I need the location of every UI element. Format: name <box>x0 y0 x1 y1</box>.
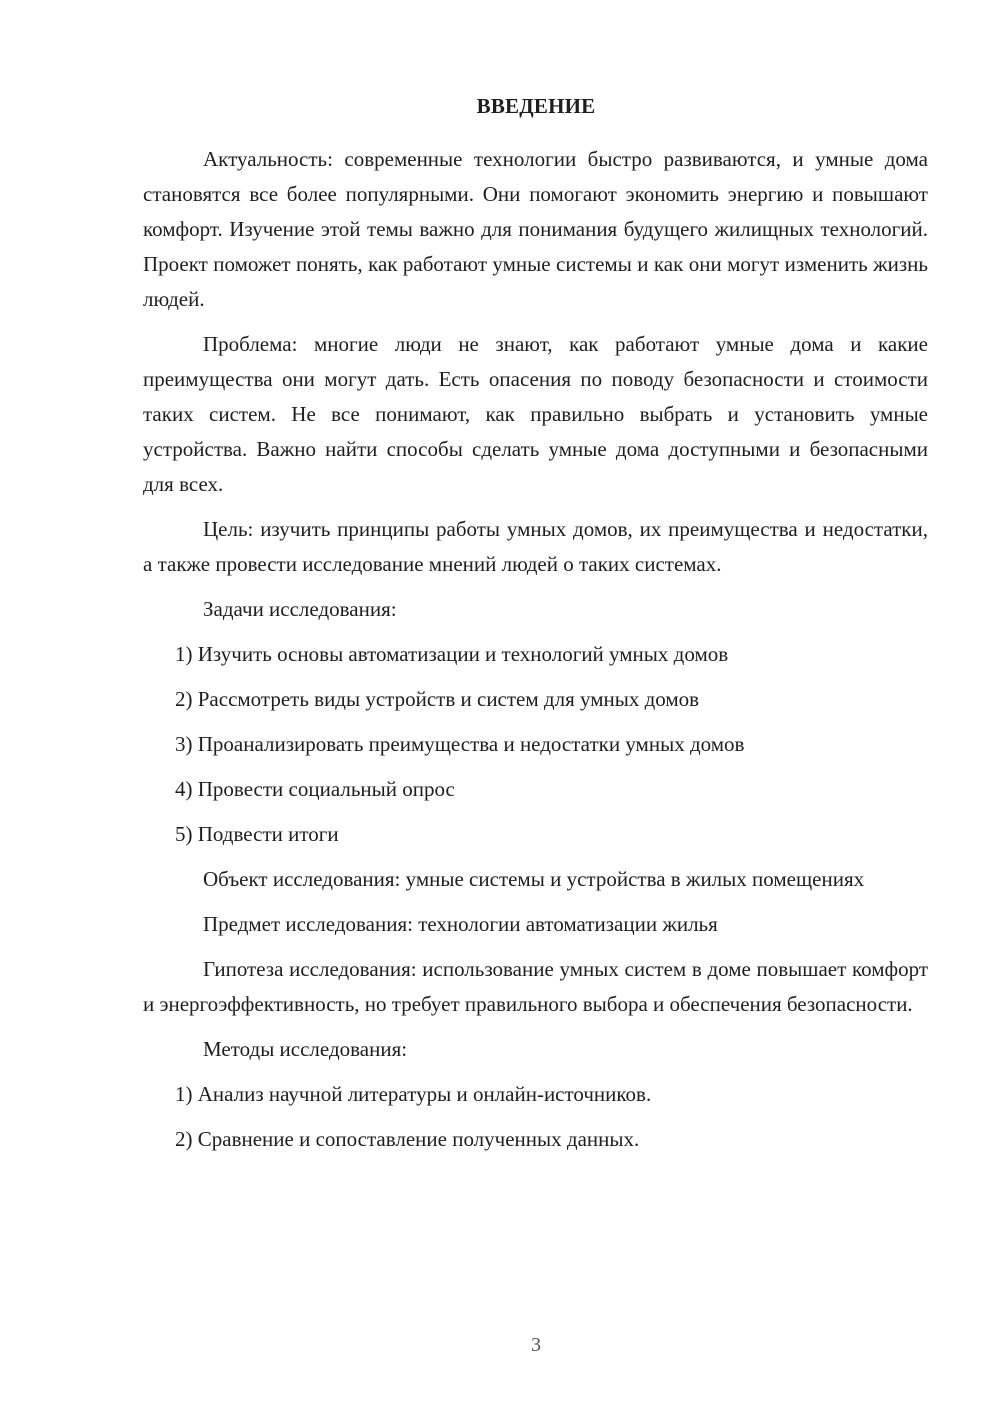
problem-paragraph: Проблема: многие люди не знают, как работают умные дома и какие преимущества они могут дать. Есть опасения по поводу безопасности и стоимости таких систем. Не все понимают, как правильно выбрать и установить умные устройства. Важно найти способы сделать умные дома доступными и безопасными для всех. <box>143 332 928 496</box>
list-item: 1) Изучить основы автоматизации и технологий умных домов <box>175 642 729 666</box>
list-item: 5) Подвести итоги <box>175 822 339 846</box>
page-title: ВВЕДЕНИЕ <box>476 94 596 118</box>
hypothesis-paragraph: Гипотеза исследования: использование умных систем в доме повышает комфорт и энергоэффективность, но требует правильного выбора и обеспечения безопасности. <box>143 957 928 1016</box>
list-item: 1) Анализ научной литературы и онлайн-источников. <box>175 1082 652 1106</box>
page-content <box>143 142 928 1167</box>
object-paragraph: Объект исследования: умные системы и устройства в жилых помещениях <box>203 867 865 891</box>
methods-heading: Методы исследования: <box>203 1037 408 1061</box>
methods-list <box>143 1077 928 1157</box>
subject-paragraph: Предмет исследования: технологии автоматизации жилья <box>203 912 718 936</box>
list-item: 4) Провести социальный опрос <box>175 777 455 801</box>
relevance-paragraph: Актуальность: современные технологии быстро развиваются, и умные дома становятся все более популярными. Они помогают экономить энергию и повышают комфорт. Изучение этой темы важно для понимания будущего жилищных технологий. Проект поможет понять, как работают умные системы и как они могут изменить жизнь людей. <box>143 147 928 311</box>
tasks-list <box>143 637 928 852</box>
tasks-heading: Задачи исследования: <box>203 597 397 621</box>
page-number: 3 <box>531 1334 541 1356</box>
list-item: 2) Сравнение и сопоставление полученных данных. <box>175 1127 640 1151</box>
list-item: 2) Рассмотреть виды устройств и систем для умных домов <box>175 687 700 711</box>
list-item: 3) Проанализировать преимущества и недостатки умных домов <box>175 732 745 756</box>
goal-paragraph: Цель: изучить принципы работы умных домов, их преимущества и недостатки, а также провести исследование мнений людей о таких системах. <box>143 517 928 576</box>
